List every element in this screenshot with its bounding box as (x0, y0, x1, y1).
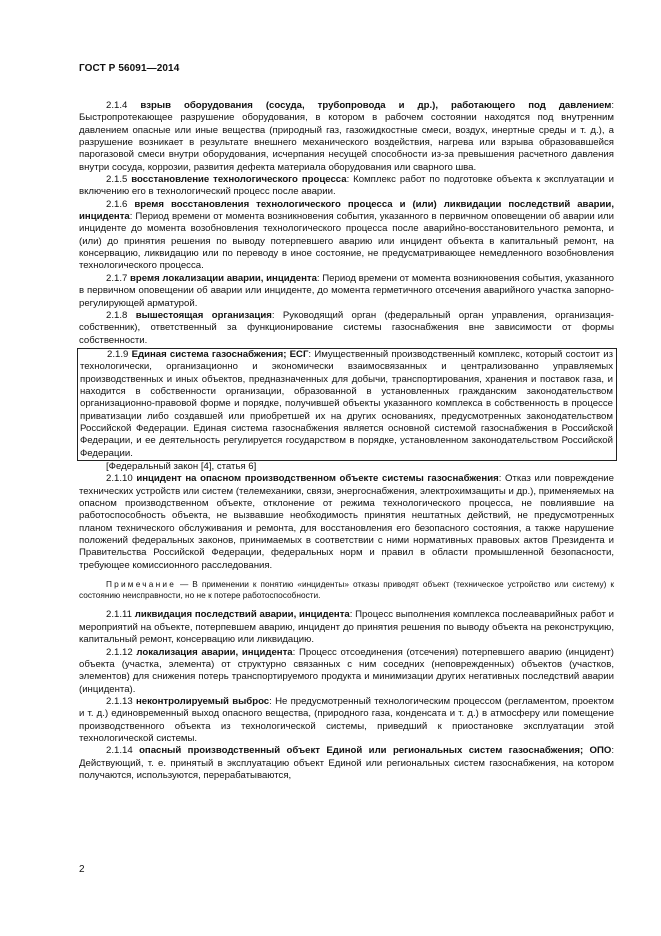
page-number: 2 (79, 864, 85, 875)
term-title: время локализации аварии, инцидента (130, 272, 317, 284)
term-2-1-5: 2.1.5 восстановление технологического процесса: Комплекс работ по подготовке объекта к эксплуатации и включению его в технологический процесс после аварии. (79, 174, 614, 198)
term-definition: : Процесс выполнения комплекса послеаварийных работ и мероприятий на объекте, потерпевшем аварию, инцидент до принятия решения по выводу объекта на реконструкцию, капитальный ремонт, консервацию или ликвидацию. (79, 609, 614, 646)
term-title: инцидент на опасном производственном объекте системы газоснабжения (136, 473, 499, 485)
term-2-1-8: 2.1.8 вышестоящая организация: Руководящий орган (федеральный орган управления, организация-собственник), ответственный за функционирование системы газоснабжения вне зависимости от формы собственности. (79, 309, 614, 346)
term-2-1-7: 2.1.7 время локализации аварии, инцидента: Период времени от момента возникновения события, указанного в первичном оповещении об аварии или инциденте, до момента герметичного отсечения аварийного участка запорно-регулирующей арматурой. (79, 272, 614, 309)
term-title: взрыв оборудования (сосуда, трубопровода и др.), работающего под давлением (140, 100, 612, 111)
term-title: вышестоящая организация (135, 309, 272, 321)
term-2-1-11: 2.1.11 ликвидация последствий аварии, инцидента: Процесс выполнения комплекса послеаварийных работ и мероприятий на объекте, потерпевшем аварию, инцидент до принятия решения по выводу объекта на реконструкцию, капитальный ремонт, консервацию или ликвидацию. (79, 609, 614, 646)
term-definition: : Действующий, т. е. принятый в эксплуатацию объект Единой или региональных систем газоснабжения, на котором получаются, используются, перерабатываются, (79, 745, 615, 781)
term-title: неконтролируемый выброс (135, 695, 270, 707)
term-definition: : Имущественный производственный комплекс, который состоит из технологически, организационно и экономически взаимосвязанных и централизованно управляемых производственных и иных объектов, предназначенных для добычи, транспортирования, хранения и поставок газа, и находится в собственности организации, образованной в установленных гражданским законодательством организационно-правовой форме и порядке, получившей объекты указанного комплекса в собственность в процессе приватизации либо создавшей или приобретшей их на других основаниях, предусмотренных законодательством Российской Федерации. Единая система газоснабжения является основной системой газоснабжения в Российской Федерации, и ее деятельность регулируется государством в порядке, установленном законодательством Российской Федерации. (80, 348, 614, 459)
term-2-1-12: 2.1.12 локализация аварии, инцидента: Процесс отсоединения (отсечения) потерпевшего аварию (инцидент) объекта (участка, элемента) от структурно связанных с ним соседних (неповрежденных) объектов (участков, элементов) для снижения потерь транспортируемого продукта и минимизации других негативных последствий аварии (инцидента). (79, 646, 614, 695)
term-definition: : Период времени от момента возникновения события, указанного в первичном оповещении об аварии или инциденте, до момента герметичного отсечения аварийного участка запорно-регулирующей арматурой. (79, 272, 614, 309)
term-title: время восстановления технологического процесса и (или) ликвидации последствий аварии, инцидента (79, 198, 614, 223)
note-label: Примечание (106, 579, 177, 590)
term-2-1-4: 2.1.4 взрыв оборудования (сосуда, трубопровода и др.), работающего под давлением: Быстропротекающее разрушение оборудования, в котором в рабочем состоянии находятся под внутренним давлением опасные или иные вещества (природный газ, газожидкостные смеси, воздух, инертные среды и т. д.), а разрушение возникает в результате внешнего механического воздействия, нагрева или взрыва образовавшейся парогазовой смеси внутри оборудования, исчерпания несущей способности из-за превышения расчетного давления внутри сосуда, коррозии, развития дефекта материала оборудования или сварного шва. (79, 100, 614, 173)
term-title: Единая система газоснабжения; ЕСГ (131, 348, 309, 360)
term-2-1-13: 2.1.13 неконтролируемый выброс: Не предусмотренный технологическим процессом (регламентом, проектом и т. д.) единовременный выход опасного вещества, (природного газа, конденсата и т. д.) в атмосферу или помещение производственного объекта из технологической системы, приведший к приостановке эксплуатации этой технологической системы. (79, 695, 614, 744)
document-header: ГОСТ Р 56091—2014 (79, 63, 180, 74)
note-text: — В применении к понятию «инциденты» отказы приводят объект (техническое устройство или систему) к состоянию неисправности, но не к потере работоспособности. (79, 579, 614, 601)
framed-term-2-1-9 (77, 348, 617, 461)
source-reference: [Федеральный закон [4], статья 6] (106, 460, 257, 472)
term-2-1-14: 2.1.14 опасный производственный объект Единой или региональных систем газоснабжения; ОПО: Действующий, т. е. принятый в эксплуатацию объект Единой или региональных систем газоснабжения, на котором получаются, используются, перерабатываются, (79, 745, 615, 781)
term-definition: : Отказ или повреждение технических устройств или систем (телемеханики, связи, энергоснабжения, электрохимзащиты и др.), применяемых на опасном производственном объекте, отклонение от режима технологического процесса, не повлиявшие на работоспособность объекта, не вызвавшие необходимость принятия нештатных действий, не предусмотренных планом технического обслуживания и ремонта, для восстановления его безопасного состояния, а также нарушение положений федеральных законов, принимаемых в соответствии с ними нормативных правовых актов Президента и Правительства Российской Федерации, федеральных норм и правил в области промышленной безопасности, требующее комиссионного расследования. (79, 473, 614, 571)
term-2-1-6: 2.1.6 время восстановления технологического процесса и (или) ликвидации последствий аварии, инцидента: Период времени от момента возникновения события, указанного в первичном оповещении об аварии или инциденте до момента возобновления технологического процесса после аварийно-восстановительного ремонта, и (или) до принятия решения по выводу потерпевшего аварию или инцидент объекта в капитальный ремонт, на консервацию, ликвидацию или по переводу в иное состояние, не предусматривающее немедленного возобновления технологического процесса. (79, 198, 614, 272)
term-2-1-9: 2.1.9 Единая система газоснабжения; ЕСГ: Имущественный производственный комплекс, который состоит из технологически, организационно и экономически взаимосвязанных и централизованно управляемых производственных и иных объектов, предназначенных для добычи, транспортирования, хранения и поставок газа, и находится в собственности организации, образованной в установленных гражданским законодательством организационно-правовой форме и порядке, получившей объекты указанного комплекса в собственность в процессе приватизации либо создавшей или приобретшей их на других основаниях, предусмотренных законодательством Российской Федерации. Единая система газоснабжения является основной системой газоснабжения в Российской Федерации, и ее деятельность регулируется государством в порядке, установленном законодательством Российской Федерации. (80, 348, 614, 459)
note (79, 579, 614, 601)
term-title: восстановление технологического процесса (131, 174, 347, 186)
term-2-1-10: 2.1.10 инцидент на опасном производственном объекте системы газоснабжения: Отказ или повреждение технических устройств или систем (телемеханики, связи, энергоснабжения, электрохимзащиты и др.), применяемых на опасном производственном объекте, отклонение от режима технологического процесса, не повлиявшие на работоспособность объекта, не вызвавшие необходимость принятия нештатных действий, не предусмотренных планом технического обслуживания и ремонта, для восстановления его безопасного состояния, а также нарушение положений федеральных законов, принимаемых в соответствии с ними нормативных правовых актов Президента и Правительства Российской Федерации, федеральных норм и правил в области промышленной безопасности, требующее комиссионного расследования. (79, 473, 614, 571)
term-title: ликвидация последствий аварии, инцидента (134, 609, 350, 621)
term-definition: : Период времени от момента возникновения события, указанного в первичном оповещении об аварии или инциденте до момента возобновления технологического процесса после аварийно-восстановительного ремонта, и (или) до принятия решения по выводу потерпевшего аварию или инцидент объекта в капитальный ремонт, на консервацию, ликвидацию или по переводу в иное состояние, не предусматривающее немедленного возобновления технологического процесса. (79, 211, 614, 272)
term-definition: : Процесс отсоединения (отсечения) потерпевшего аварию (инцидент) объекта (участка, элемента) от структурно связанных с ним соседних (неповрежденных) объектов (участков, элементов) для снижения потерь транспортируемого продукта и минимизации других негативных последствий аварии (инцидента). (79, 646, 614, 695)
term-title: локализация аварии, инцидента (136, 646, 293, 658)
term-definition: : Быстропротекающее разрушение оборудования, в котором в рабочем состоянии находятся под внутренним давлением опасные или иные вещества (природный газ, газожидкостные смеси, воздух, инертные среды и т. д.), а разрушение возникает в результате внешнего механического воздействия, нагрева или взрыва образовавшейся парогазовой смеси внутри оборудования, исчерпания несущей способности из-за превышения расчетного давления внутри сосуда, коррозии, развития дефекта материала оборудования или сварного шва. (79, 100, 614, 173)
term-definition: : Руководящий орган (федеральный орган управления, организация-собственник), ответственный за функционирование системы газоснабжения вне зависимости от формы собственности. (79, 309, 614, 346)
document-body (79, 100, 614, 782)
term-definition: : Комплекс работ по подготовке объекта к эксплуатации и включению его в технологический процесс после аварии. (79, 174, 614, 198)
term-definition: : Не предусмотренный технологическим процессом (регламентом, проектом и т. д.) единовременный выход опасного вещества, (природного газа, конденсата и т. д.) в атмосферу или помещение производственного объекта из технологической системы, приведший к приостановке эксплуатации этой технологической системы. (79, 695, 614, 744)
term-title: опасный производственный объект Единой или региональных систем газоснабжения; ОПО (139, 745, 612, 757)
